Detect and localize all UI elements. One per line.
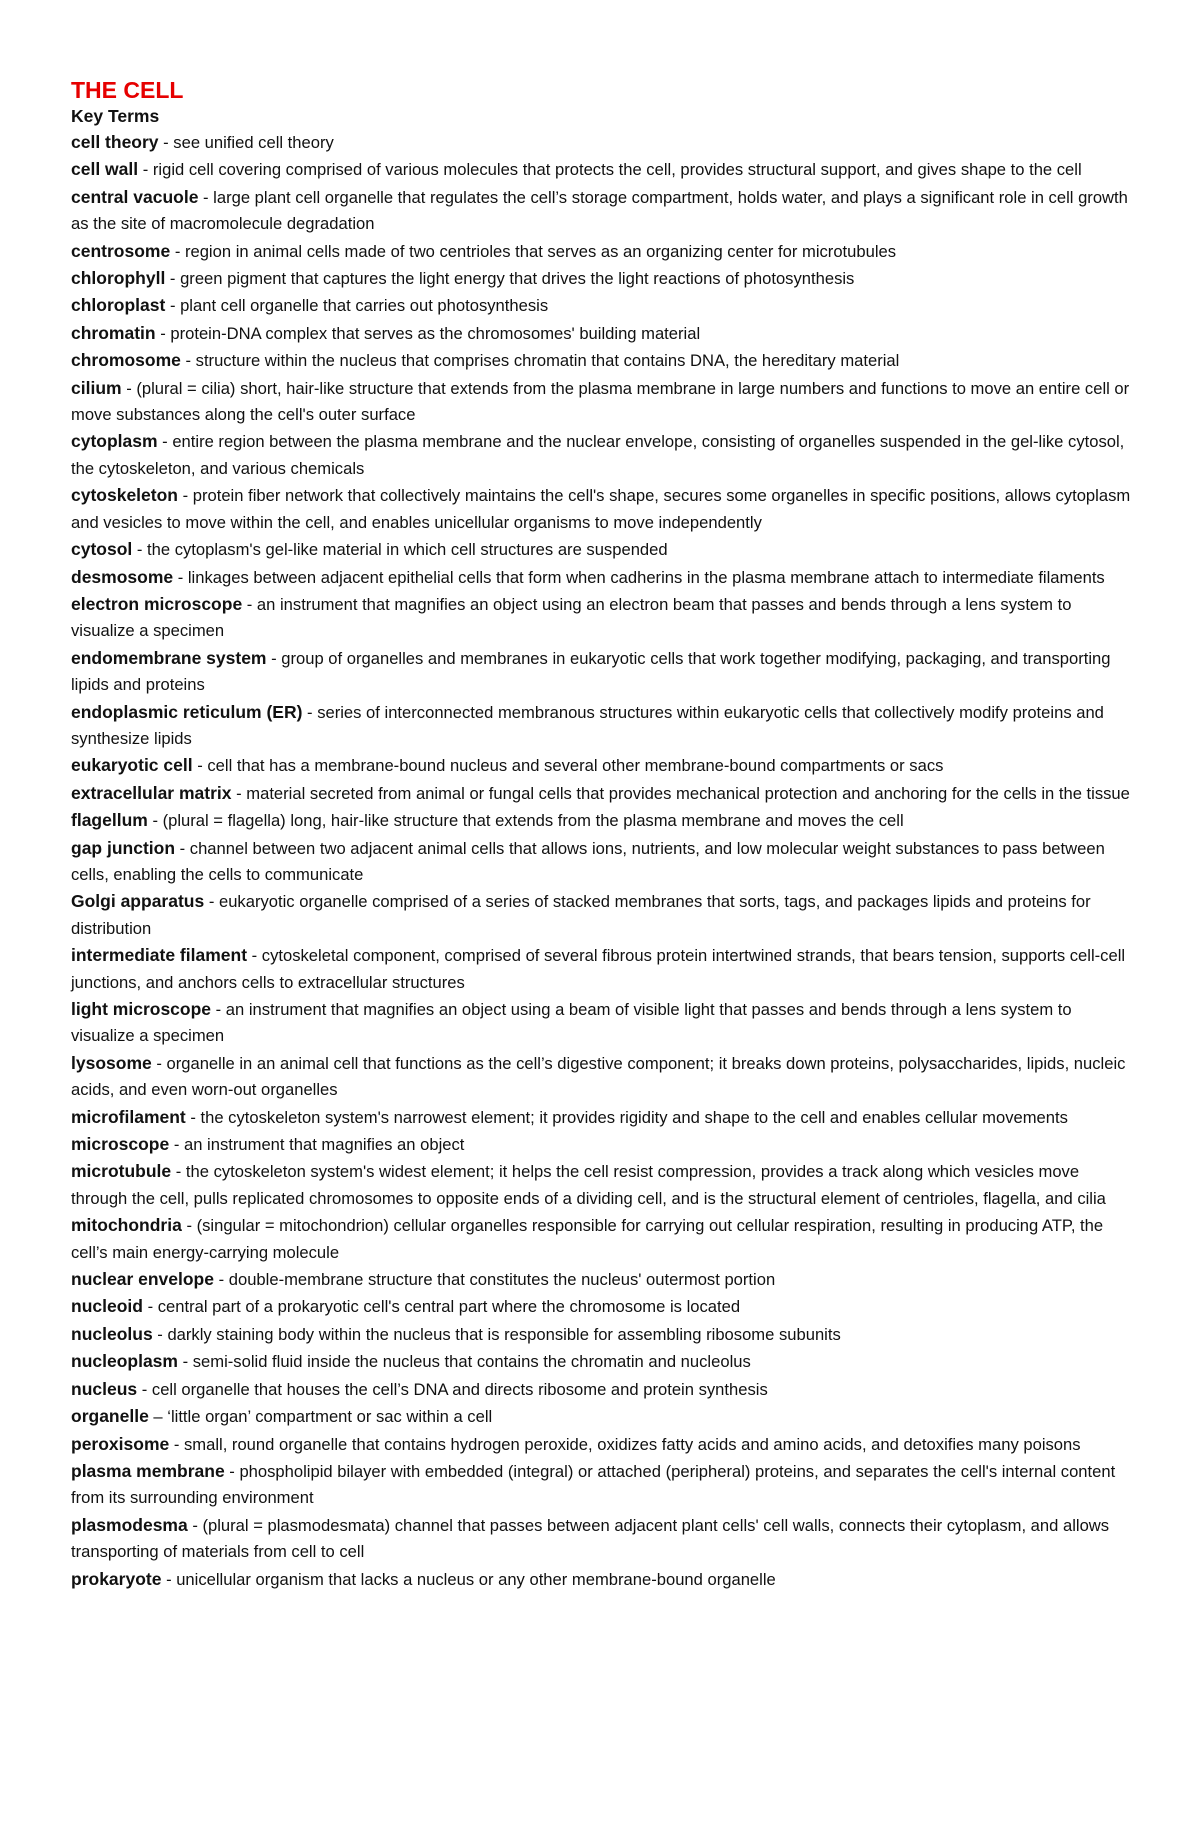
term-separator: - [158,133,174,152]
glossary-definition: small, round organelle that contains hydrogen peroxide, oxidizes fatty acids and amino acids, and detoxifies many poisons [183,1434,1081,1454]
glossary-definition: unicellular organism that lacks a nucleus or any other membrane-bound organelle [176,1569,776,1589]
glossary-definition: the cytoplasm's gel-like material in which cell structures are suspended [147,540,668,560]
document-page [71,76,1131,1593]
glossary-term: chromatin [71,322,156,343]
glossary-definition: group of organelles and membranes in eukaryotic cells that work together modifying, packaging, and transporting lipids and proteins [71,648,1111,695]
glossary-entry [71,292,1131,319]
glossary-term: flagellum [71,810,148,831]
term-separator: - [169,1135,184,1155]
term-separator: - [137,1379,152,1399]
term-separator: - [192,756,208,776]
glossary-term: chromosome [71,350,181,371]
glossary-definition: organelle in an animal cell that functions as the cell’s digestive component; it breaks down proteins, polysaccharides, lipids, nucleic acids, and even worn-out organelles [71,1053,1126,1100]
glossary-definition: series of interconnected membranous structures within eukaryotic cells that collectively modify proteins and synthesize lipids [71,702,1104,748]
glossary-term: cytoskeleton [71,485,178,506]
term-separator: - [187,1515,203,1535]
term-separator: - [204,892,219,912]
glossary-entry [71,1566,1131,1593]
glossary-definition: structure within the nucleus that comprises chromatin that contains DNA, the hereditary material [195,351,900,371]
glossary-definition: (singular = mitochondrion) cellular organelles responsible for carrying out cellular respiration, resulting in producing ATP, the cell’s main energy-carrying molecule [71,1216,1104,1262]
glossary-term: cell theory [71,132,159,152]
glossary-term: peroxisome [71,1433,170,1454]
glossary-definition: linkages between adjacent epithelial cells that form when cadherins in the plasma membrane attach to intermediate filaments [187,567,1105,587]
glossary-definition: cell organelle that houses the cell’s DNA and directs ribosome and protein synthesis [151,1379,768,1399]
glossary-definition: (plural = cilia) short, hair-like structure that extends from the plasma membrane in large numbers and functions to move an entire cell or move substances along the cell's outer surface [71,378,1130,425]
glossary-entry [71,1212,1131,1266]
glossary-entry [71,564,1131,591]
glossary-definition: green pigment that captures the light energy that drives the light reactions of photosynthesis [180,269,855,289]
glossary-entry [71,888,1131,942]
glossary-entry [71,238,1131,265]
glossary-entry [71,347,1131,374]
glossary-term: chlorophyll [71,268,166,289]
glossary-definition: the cytoskeleton system's narrowest element; it provides rigidity and shape to the cell and enables cellular movements [200,1107,1068,1127]
glossary-definition: protein fiber network that collectively maintains the cell's shape, secures some organelles in specific positions, allows cytoplasm and vesicles to move within the cell, and enables unicellular organisms to move independently [71,486,1131,532]
glossary-term: extracellular matrix [71,782,232,803]
term-separator: - [173,567,188,587]
term-separator: - [171,1162,186,1182]
glossary-term: lysosome [71,1052,152,1073]
glossary-definition: the cytoskeleton system's widest element; it helps the cell resist compression, provides a track along which vesicles move through the cell, pulls replicated chromosomes to opposite ends of a dividing cell, and is the structural element of centrioles, flagella, and cilia [71,1162,1106,1208]
term-separator: - [266,648,282,668]
term-separator: - [165,269,181,289]
glossary-entry [71,320,1131,347]
glossary-entry [71,1403,1131,1430]
glossary-definition: rigid cell covering comprised of various molecules that protects the cell, provides structural support, and gives shape to the cell [152,160,1082,180]
term-separator: - [138,160,153,180]
glossary-definition: darkly staining body within the nucleus that is responsible for assembling ribosome subunits [167,1324,841,1344]
glossary-term: microfilament [71,1106,186,1127]
glossary-entry [71,375,1131,429]
glossary-entry [71,129,1131,156]
glossary-entry [71,699,1131,753]
term-separator: - [180,351,196,371]
glossary-definition: an instrument that magnifies an object using a beam of visible light that passes and bends through a lens system to visualize a specimen [71,1000,1072,1046]
glossary-term: nucleoid [71,1296,143,1317]
glossary-entry [71,265,1131,292]
glossary-definition: semi-solid fluid inside the nucleus that contains the chromatin and nucleolus [192,1352,751,1372]
glossary-term: cytosol [71,539,133,560]
glossary-term: eukaryotic cell [71,755,193,776]
glossary-entry [71,645,1131,699]
glossary-entry [71,835,1131,889]
glossary-definition: cytoskeletal component, comprised of several fibrous protein intertwined strands, that bears tension, supports cell-cell junctions, and anchors cells to extracellular structures [71,946,1126,992]
glossary-term: plasma membrane [71,1460,225,1481]
glossary-entry [71,482,1131,536]
term-separator: - [198,187,214,207]
glossary-definition: double-membrane structure that constitutes the nucleus' outermost portion [228,1270,776,1290]
glossary-term: organelle [71,1406,149,1427]
glossary-term: nuclear envelope [71,1269,214,1290]
term-separator: - [142,1297,158,1317]
glossary-definition: material secreted from animal or fungal cells that provides mechanical protection and anchoring for the cells in the tissue [246,783,1130,803]
glossary-definition: large plant cell organelle that regulates the cell’s storage compartment, holds water, and plays a significant role in cell growth as the site of macromolecule degradation [71,187,1128,234]
glossary-term: microtubule [71,1161,172,1182]
glossary-entry [71,942,1131,996]
glossary-definition: an instrument that magnifies an object using an electron beam that passes and bends through a lens system to visualize a specimen [71,594,1072,641]
term-separator: – [148,1407,168,1427]
glossary-definition: see unified cell theory [173,133,334,152]
glossary-entry [71,156,1131,183]
glossary-term: desmosome [71,566,174,587]
glossary-term: endoplasmic reticulum (ER) [71,701,303,722]
term-separator: - [157,432,173,452]
term-separator: - [169,1434,184,1454]
glossary-entry [71,1050,1131,1104]
glossary-definition: an instrument that magnifies an object [183,1135,465,1155]
term-separator: - [231,783,247,803]
term-separator: - [302,702,318,722]
term-separator: - [247,946,262,966]
glossary-entry [71,1512,1131,1566]
term-separator: - [170,241,185,261]
term-separator: - [121,378,137,398]
glossary-term: centrosome [71,240,171,261]
term-separator: - [155,323,171,343]
glossary-definition: plant cell organelle that carries out photosynthesis [180,296,549,316]
glossary-entry [71,1376,1131,1403]
glossary-definition: ‘little organ’ compartment or sac within a cell [167,1407,493,1427]
glossary-entry [71,1293,1131,1320]
glossary-definition: (plural = flagella) long, hair-like structure that extends from the plasma membrane and moves the cell [162,811,904,831]
glossary-entry [71,807,1131,834]
term-separator: - [132,540,148,560]
term-separator: - [177,486,193,506]
term-separator: - [242,594,257,614]
glossary-term: nucleoplasm [71,1351,178,1372]
glossary-definition: channel between two adjacent animal cells that allows ions, nutrients, and low molecular weight substances to pass between cells, enabling the cells to communicate [71,838,1105,884]
term-separator: - [224,1461,240,1481]
glossary-term: gap junction [71,837,176,858]
glossary-definition: cell that has a membrane-bound nucleus and several other membrane-bound compartments or sacs [207,756,944,776]
glossary-definition: central part of a prokaryotic cell's central part where the chromosome is located [157,1297,741,1317]
glossary-term: Golgi apparatus [71,891,205,912]
glossary-term: nucleolus [71,1323,153,1344]
glossary-term: microscope [71,1134,170,1155]
term-separator: - [185,1107,201,1127]
glossary-entry [71,184,1131,238]
glossary-term: intermediate filament [71,945,248,966]
glossary-entry [71,591,1131,645]
page-title: THE CELL [71,77,184,103]
term-separator: - [161,1569,177,1589]
term-separator: - [213,1270,229,1290]
glossary-entry [71,1348,1131,1375]
glossary-term: plasmodesma [71,1514,188,1535]
glossary-entry [71,428,1131,482]
glossary-entry [71,996,1131,1050]
term-separator: - [175,838,190,858]
glossary-term: nucleus [71,1378,138,1399]
glossary-definition: phospholipid bilayer with embedded (integral) or attached (peripheral) proteins, and separates the cell's internal content from its surrounding environment [71,1461,1116,1508]
glossary-term: endomembrane system [71,647,267,668]
glossary-entry [71,1431,1131,1458]
glossary-entry [71,1266,1131,1293]
term-separator: - [151,1053,167,1073]
glossary-term: electron microscope [71,593,243,614]
glossary-definition: (plural = plasmodesmata) channel that passes between adjacent plant cells' cell walls, connects their cytoplasm, and allows transporting of materials from cell to cell [71,1515,1110,1562]
term-separator: - [177,1352,193,1372]
glossary-term: chloroplast [71,295,166,316]
glossary-term: prokaryote [71,1568,162,1589]
glossary-definition: eukaryotic organelle comprised of a series of stacked membranes that sorts, tags, and packages lipids and proteins for distribution [71,892,1091,938]
glossary-entry [71,536,1131,563]
glossary-term: light microscope [71,999,212,1019]
term-separator: - [152,1324,168,1344]
glossary-entry [71,1104,1131,1131]
glossary-term: cilium [71,377,122,398]
glossary-list [71,129,1131,1593]
glossary-term: cytoplasm [71,431,158,452]
glossary-term: cell wall [71,159,139,180]
glossary-entry [71,1158,1131,1212]
glossary-term: mitochondria [71,1215,182,1236]
glossary-entry [71,1458,1131,1512]
glossary-term: central vacuole [71,186,199,207]
glossary-entry [71,752,1131,779]
term-separator: - [181,1216,197,1236]
term-separator: - [165,296,181,316]
term-separator: - [211,1000,226,1019]
section-heading: Key Terms [71,106,160,126]
term-separator: - [147,811,163,831]
glossary-entry [71,780,1131,807]
glossary-definition: region in animal cells made of two centrioles that serves as an organizing center for microtubules [184,241,897,261]
glossary-definition: protein-DNA complex that serves as the chromosomes' building material [170,323,701,343]
glossary-entry [71,1321,1131,1348]
glossary-definition: entire region between the plasma membrane and the nuclear envelope, consisting of organelles suspended in the gel-like cytosol, the cytoskeleton, and various chemicals [71,432,1125,478]
glossary-entry [71,1131,1131,1158]
